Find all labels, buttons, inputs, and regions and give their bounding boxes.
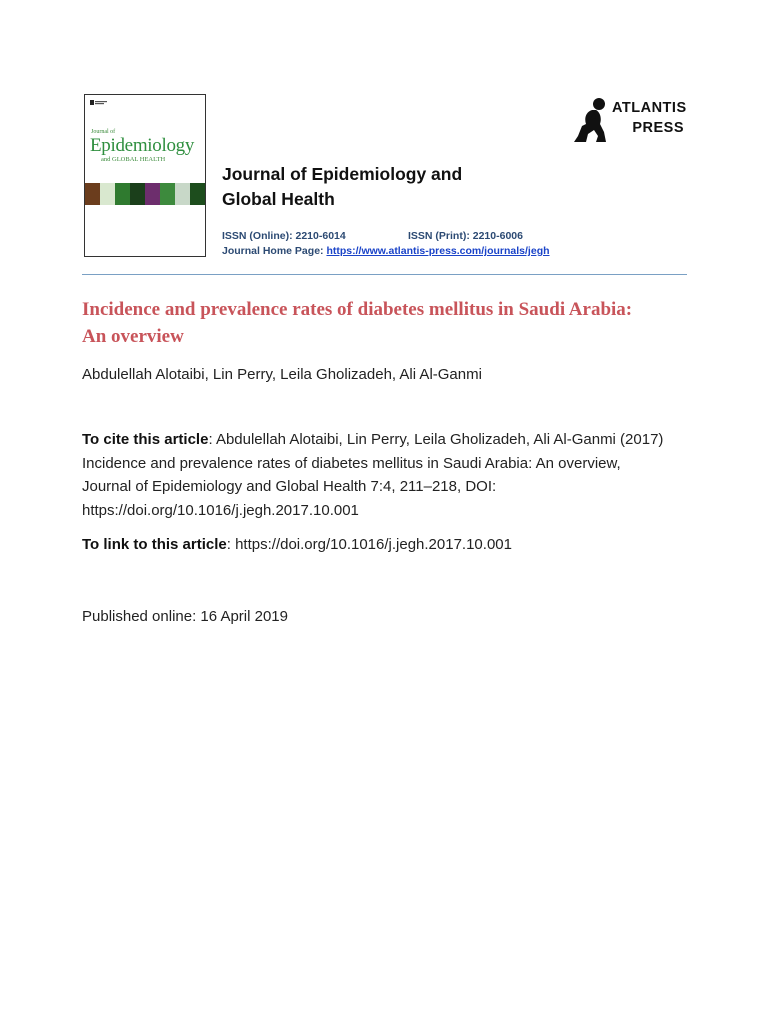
article-authors: Abdulellah Alotaibi, Lin Perry, Leila Gholizadeh, Ali Al-Ganmi bbox=[82, 366, 482, 383]
cover-band-segment bbox=[145, 183, 160, 205]
publisher-name-line1: ATLANTIS bbox=[612, 100, 687, 116]
issn-row bbox=[222, 230, 523, 242]
publisher-name bbox=[612, 98, 687, 138]
homepage-link[interactable]: https://www.atlantis-press.com/journals/jegh bbox=[326, 245, 550, 257]
publisher-mini-logo-icon bbox=[90, 99, 108, 106]
cover-band-segment bbox=[100, 183, 115, 205]
cover-title-big: Epidemiology bbox=[90, 135, 195, 156]
publisher-name-line2: PRESS bbox=[632, 120, 684, 136]
citation-label: To cite this article bbox=[82, 431, 209, 448]
cover-band-segment bbox=[190, 183, 205, 205]
issn-print: ISSN (Print): 2210-6006 bbox=[408, 230, 523, 242]
citation-block bbox=[82, 428, 692, 522]
cover-title-sub: and GLOBAL HEALTH bbox=[101, 156, 166, 163]
cover-band-segment bbox=[160, 183, 175, 205]
header-divider bbox=[82, 274, 687, 275]
article-link-label: To link to this article bbox=[82, 536, 227, 553]
issn-online: ISSN (Online): 2210-6014 bbox=[222, 230, 346, 242]
homepage-label: Journal Home Page: bbox=[222, 245, 327, 257]
cover-band-segment bbox=[130, 183, 145, 205]
journal-cover-image bbox=[84, 94, 206, 257]
journal-homepage bbox=[222, 245, 550, 257]
thinker-icon bbox=[572, 96, 612, 144]
article-title: Incidence and prevalence rates of diabetes mellitus in Saudi Arabia: An overview bbox=[82, 299, 633, 347]
cover-image-band bbox=[85, 183, 205, 205]
cover-band-segment bbox=[85, 183, 100, 205]
article-link-text: : https://doi.org/10.1016/j.jegh.2017.10.001 bbox=[226, 536, 512, 553]
cover-band-segment bbox=[175, 183, 190, 205]
journal-title: Journal of Epidemiology and Global Health bbox=[222, 164, 463, 209]
cover-title-small: Journal of bbox=[91, 129, 116, 135]
publisher-logo bbox=[572, 96, 692, 144]
cover-band-segment bbox=[115, 183, 130, 205]
citation-text: : Abdulellah Alotaibi, Lin Perry, Leila Gholizadeh, Ali Al-Ganmi (2017) Incidence and prevalence rates of diabetes mellitus in Saudi Arabia: An overview, Journal of Epidemiology and Global Health 7:4, 211–218, DOI: https://doi.org/10.1016/j.jegh.2017.10.001 bbox=[82, 431, 664, 519]
published-date: Published online: 16 April 2019 bbox=[82, 608, 288, 625]
article-link-block bbox=[82, 536, 512, 553]
